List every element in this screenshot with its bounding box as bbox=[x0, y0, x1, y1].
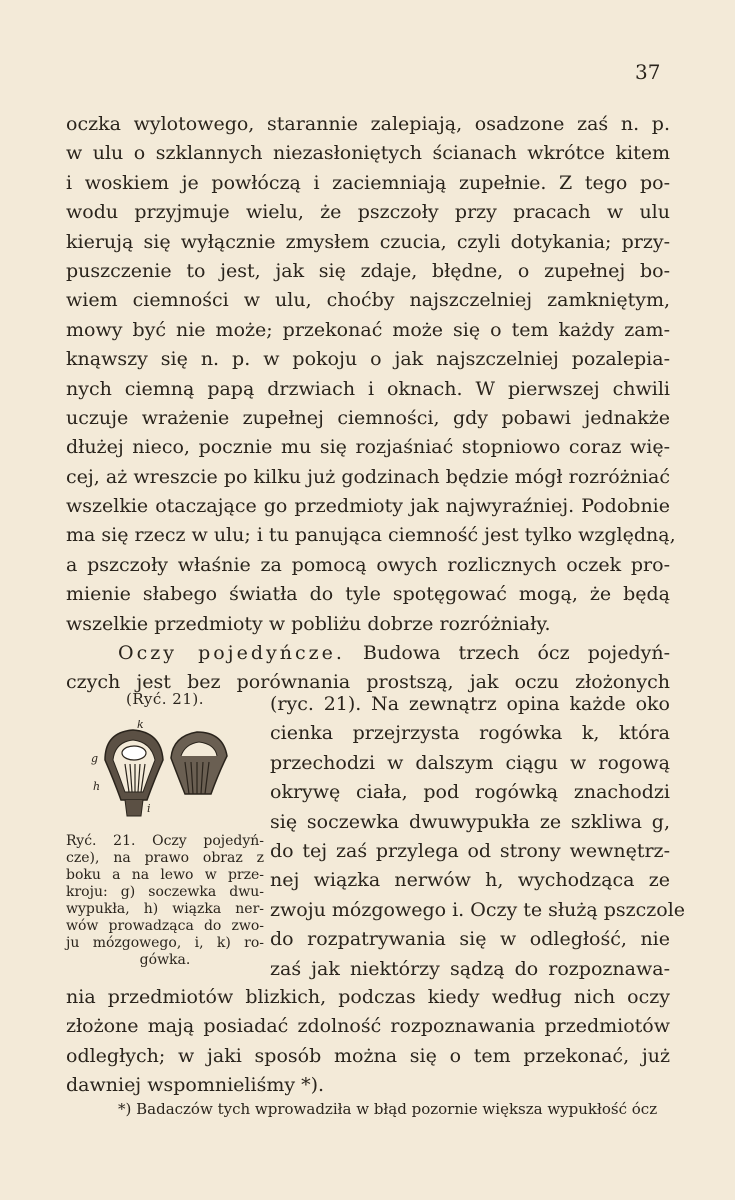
text-line: cej, aż wreszcie po kilku już godzinach będzie mógł rozróżniać bbox=[66, 465, 670, 488]
text-line: dłużej nieco, pocznie mu się rozjaśniać stopniowo coraz wię- bbox=[66, 436, 670, 459]
text-line: kierują się wyłącznie zmysłem czucia, czyli dotykania; przy- bbox=[66, 230, 670, 253]
section-heading: Oczy pojedyńcze. bbox=[118, 642, 345, 665]
figure-caption bbox=[66, 833, 264, 969]
caption-line: gówka. bbox=[139, 952, 191, 968]
text-line: czych jest bez porównania prostszą, jak oczu złożonych bbox=[66, 671, 670, 694]
eye-section-left bbox=[105, 730, 163, 816]
text-line: w ulu o szklannych niezasłoniętych ścianach wkrótce kitem bbox=[66, 142, 670, 165]
text-line: zwoju mózgowego i. Oczy te służą pszczole bbox=[270, 898, 686, 921]
figure-21 bbox=[66, 690, 264, 969]
text-line: uczuje wrażenie zupełnej ciemności, gdy pobawi jednakże bbox=[66, 406, 670, 429]
body-text-beside-figure bbox=[270, 690, 686, 984]
text-line: wodu przyjmuje wielu, że pszczoły przy pracach w ulu bbox=[66, 201, 670, 224]
simple-eyes-illustration bbox=[85, 720, 245, 825]
text-line: ma się rzecz w ulu; i tu panująca ciemność jest tylko względną, bbox=[66, 524, 676, 547]
marker-h: h bbox=[93, 780, 101, 793]
marker-i: i bbox=[147, 802, 151, 815]
text-line: a pszczoły właśnie za pomocą owych rozlicznych oczek pro- bbox=[66, 553, 670, 576]
marker-g: g bbox=[91, 752, 99, 765]
figure-label: (Ryć. 21). bbox=[125, 690, 204, 708]
text-line: wszelkie przedmioty w pobliżu dobrze rozróżniały. bbox=[66, 612, 551, 635]
caption-line: wypukła, h) wiązka ner- bbox=[66, 901, 264, 917]
page-number: 37 bbox=[635, 60, 661, 84]
text-line: dawniej wspomnieliśmy *). bbox=[66, 1074, 325, 1097]
text-line: wszelkie otaczające go przedmioty jak najwyraźniej. Podobnie bbox=[66, 495, 670, 518]
body-text-top bbox=[66, 110, 676, 698]
footnote-divider bbox=[100, 1098, 660, 1099]
caption-line: ju mózgowego, i, k) ro- bbox=[66, 935, 264, 951]
text-line: oczka wylotowego, starannie zalepiają, osadzone zaś n. p. bbox=[66, 113, 670, 135]
section-heading-line bbox=[66, 639, 670, 668]
text-line: mowy być nie może; przekonać może się o tem każdy zam- bbox=[66, 318, 670, 341]
caption-line: wów prowadząca do zwo- bbox=[66, 918, 264, 934]
text-line: knąwszy się n. p. w pokoju o jak najszczelniej pozalepia- bbox=[66, 348, 670, 371]
text-line: i woskiem je powłóczą i zaciemniają zupełnie. Z tego po- bbox=[66, 171, 670, 194]
body-text-bottom bbox=[66, 983, 670, 1101]
caption-line: boku a na lewo w prze- bbox=[66, 867, 264, 883]
text-line: odległych; w jaki sposób można się o tem przekonać, już bbox=[66, 1044, 670, 1067]
marker-k: k bbox=[137, 720, 144, 731]
text-line: wiem ciemności w ulu, choćby najszczelniej zamkniętym, bbox=[66, 289, 670, 312]
text-line: do rozpatrywania się w odległość, nie bbox=[270, 928, 670, 951]
text-line: puszczenie to jest, jak się zdaje, błędne, o zupełnej bo- bbox=[66, 259, 670, 282]
text-line: Budowa trzech ócz pojedyń- bbox=[363, 642, 670, 665]
caption-line: kroju: g) soczewka dwu- bbox=[66, 884, 264, 900]
caption-line: Ryć. 21. Oczy pojedyń- bbox=[66, 833, 264, 849]
text-line: nia przedmiotów blizkich, podczas kiedy według nich oczy bbox=[66, 986, 670, 1008]
caption-line: cze), na prawo obraz z bbox=[66, 850, 264, 866]
text-line: do tej zaś przylega od strony wewnętrz- bbox=[270, 839, 670, 862]
text-line: (ryc. 21). Na zewnątrz opina każde oko bbox=[270, 693, 670, 715]
text-line: zaś jak niektórzy sądzą do rozpoznawa- bbox=[270, 957, 670, 980]
text-line: cienka przejrzysta rogówka k, która bbox=[270, 722, 670, 745]
text-line: przechodzi w dalszym ciągu w rogową bbox=[270, 751, 670, 774]
text-line: się soczewka dwuwypukła ze szkliwa g, bbox=[270, 810, 670, 833]
text-line: nej wiązka nerwów h, wychodząca ze bbox=[270, 869, 670, 892]
text-line: złożone mają posiadać zdolność rozpoznawania przedmiotów bbox=[66, 1015, 670, 1038]
footnote: *) Badaczów tych wprowadziła w błąd pozornie większa wypukłość ócz bbox=[118, 1100, 658, 1118]
eye-side-right bbox=[171, 732, 227, 794]
text-line: okrywę ciała, pod rogówką znachodzi bbox=[270, 781, 670, 804]
text-line: nych ciemną papą drzwiach i oknach. W pierwszej chwili bbox=[66, 377, 670, 400]
text-line: mienie słabego światła do tyle spotęgować mogą, że będą bbox=[66, 583, 670, 606]
